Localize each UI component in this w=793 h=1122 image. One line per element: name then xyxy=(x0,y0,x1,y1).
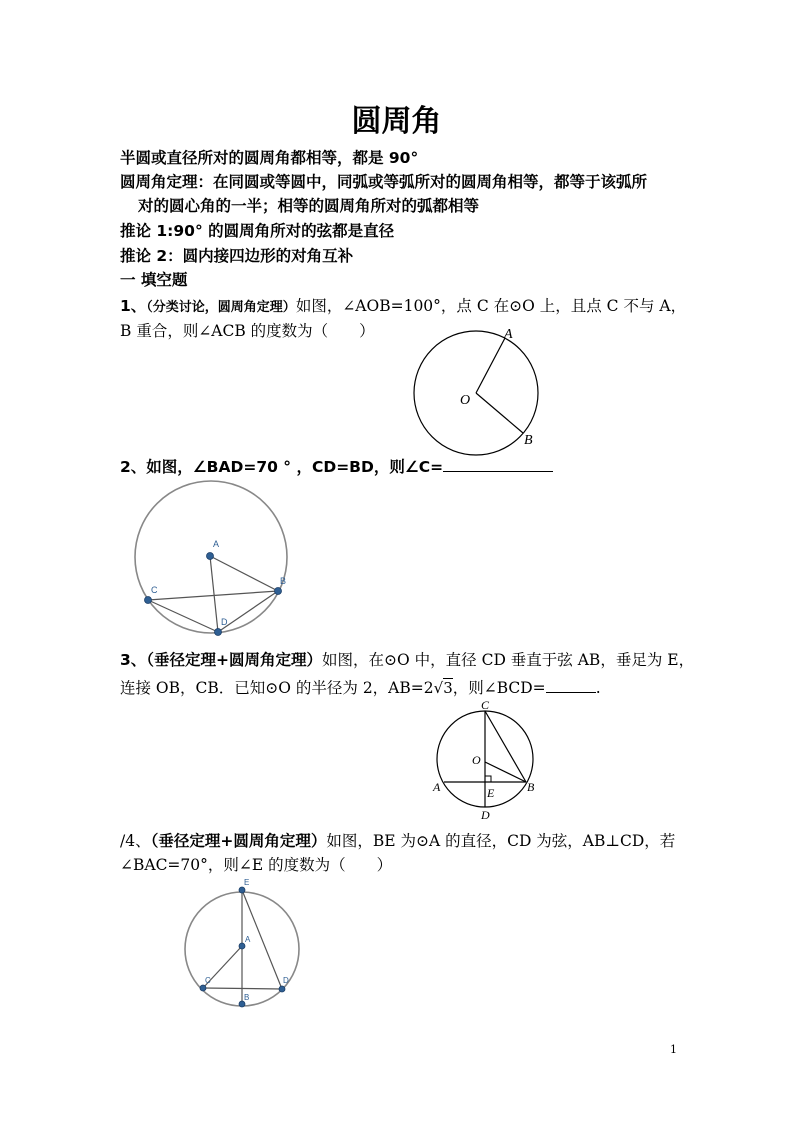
fig3-label-o: O xyxy=(472,753,481,767)
theory-line-1: 半圆或直径所对的圆周角都相等，都是 90° xyxy=(120,149,419,167)
fig2-label-a: A xyxy=(213,539,220,549)
fig3-label-a: A xyxy=(433,780,441,794)
fig4-label-a: A xyxy=(245,935,251,944)
sqrt-value: 3 xyxy=(443,679,453,697)
sqrt-symbol: √3 xyxy=(433,679,453,697)
page-number: 1 xyxy=(670,1043,677,1056)
section-heading: 一 填空题 xyxy=(120,271,188,289)
question-1-number: 1、 xyxy=(120,297,147,315)
question-1-line-2: B 重合，则∠ACB 的度数为（ ） xyxy=(120,322,375,340)
fig3-label-b: B xyxy=(527,780,535,794)
fig1-label-a: A xyxy=(504,327,513,342)
question-3-period: . xyxy=(595,679,601,697)
fig4-label-e: E xyxy=(244,878,250,887)
question-1-tag: （分类讨论，圆周角定理） xyxy=(146,300,296,315)
corollary-2: 推论 2：圆内接四边形的对角互补 xyxy=(120,247,354,265)
theory-line-3: 对的圆心角的一半；相等的圆周角所对的弧都相等 xyxy=(138,197,480,215)
fig4-label-d: D xyxy=(283,976,289,985)
question-2-stem: 2、如图，∠BAD=70 ° ，CD=BD，则∠C= xyxy=(120,458,444,476)
fig2-label-b: B xyxy=(280,576,287,586)
question-3-tag: （垂径定理+圆周角定理） xyxy=(146,651,323,669)
question-3-text-2a: 连接 OB，CB．已知⊙O 的半径为 2，AB=2 xyxy=(120,679,434,697)
fig4-label-b: B xyxy=(244,993,250,1002)
question-1-text: 如图，∠AOB=100°，点 C 在⊙O 上，且点 C 不与 A， xyxy=(295,297,687,315)
question-4-tag: （垂径定理+圆周角定理） xyxy=(150,832,327,850)
fig2-label-c: C xyxy=(151,585,158,595)
question-3-text: 如图，在⊙O 中，直径 CD 垂直于弦 AB，垂足为 E， xyxy=(322,651,695,669)
fig4-point-e xyxy=(239,887,245,893)
fig1-label-o: O xyxy=(460,393,471,408)
fig4-point-c xyxy=(200,985,206,991)
question-3-number: 3、 xyxy=(120,651,147,669)
theory-line-2: 圆周角定理：在同圆或等圆中，同弧或等弧所对的圆周角相等，都等于该弧所 xyxy=(120,173,648,191)
page-title: 圆周角 xyxy=(351,104,442,139)
fig4-point-d xyxy=(279,986,285,992)
question-4-text: 如图，BE 为⊙A 的直径，CD 为弦，AB⊥CD，若 xyxy=(326,832,676,850)
fig3-label-e: E xyxy=(487,786,495,800)
corollary-1: 推论 1:90° 的圆周角所对的弦都是直径 xyxy=(120,222,395,240)
fig4-label-c: C xyxy=(205,976,211,985)
fig2-label-d: D xyxy=(221,617,228,627)
fig3-label-d: D xyxy=(481,808,490,822)
question-4-number: /4、 xyxy=(120,832,151,850)
fig1-label-b: B xyxy=(524,433,533,448)
question-4-line-2: ∠BAC=70°，则∠E 的度数为（ ） xyxy=(120,856,393,874)
question-3-text-2b: ，则∠BCD= xyxy=(452,679,546,697)
fig3-label-c: C xyxy=(481,698,490,712)
